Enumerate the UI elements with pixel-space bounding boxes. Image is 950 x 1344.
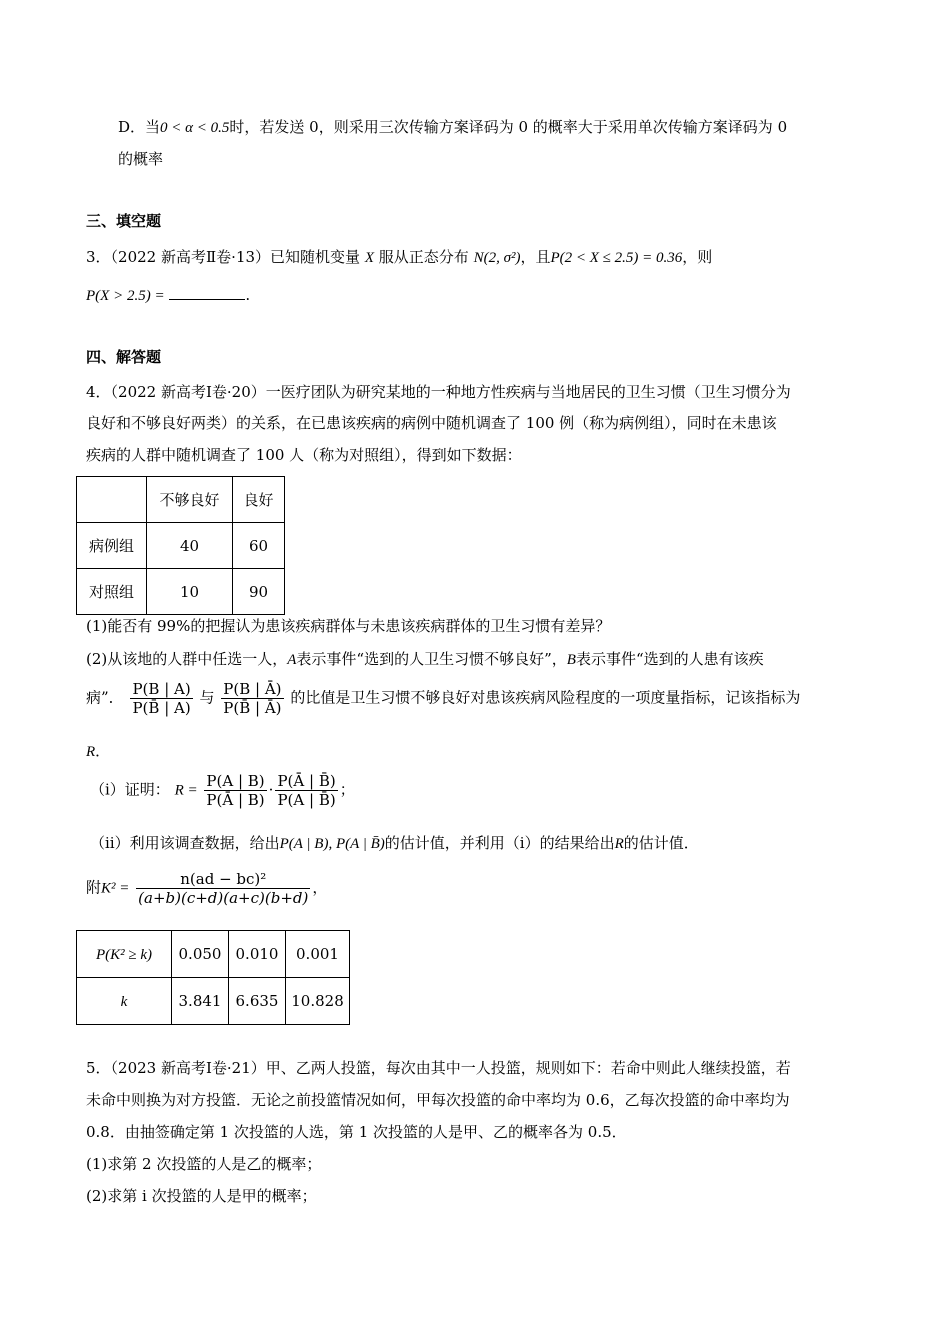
table-row: 对照组 10 90 [77,569,285,615]
fraction-2: $\frac{P(B | Ā)}{P(B̄ | Ā)}$ [223,680,282,717]
q5-line2: 未命中则换为对方投篮．无论之前投篮情况如何，甲每次投篮的命中率均为 0.6，乙每次投篮的命中率均为 [86,1091,790,1109]
table-row: 病例组 40 60 [77,523,285,569]
q5-part2: (2)求第 i 次投篮的人是甲的概率； [86,1187,317,1205]
q4-part1: (1)能否有 99%的把握认为患该疾病群体与未患该疾病群体的卫生习惯有差异？ [86,617,611,635]
q5-line3: 0.8．由抽签确定第 1 次投篮的人选，第 1 次投篮的人是甲、乙的概率各为 0.5． [86,1123,627,1141]
option-d-line1: D．当0 < α < 0.5时，若发送 0，则采用三次传输方案译码为 0 的概率大于采用单次传输方案译码为 0 [118,118,788,136]
q5-line1: 5．（2023 新高考Ⅰ卷·21）甲、乙两人投篮，每次由其中一人投篮，规则如下：若命中则此人继续投篮，若 [86,1059,791,1077]
normal-distribution: N(2, σ²) [473,250,521,266]
table-header-cell: 不够良好 [147,477,233,523]
alpha-condition: 0 < α < 0.5 [160,120,230,136]
option-d-line2: 的概率 [118,150,164,168]
answer-blank[interactable] [169,285,245,300]
q4-part-i: （ⅰ）证明： R = $\frac{P(A | B)}{P(Ā | B)}$ · $\frac{P(Ā | B̄)}{P(A | B̄)}$ ； [90,772,355,809]
q4-part2-line3: R． [86,742,111,760]
formula-fraction: $\frac{\text{n(ad − bc)²}}{(a+b)(c+d)(a+c)(b+d)}$ [138,870,309,907]
table-header-cell: 良好 [233,477,285,523]
q3-line2: P(X > 2.5) = . [86,286,251,304]
critical-value-table: P(K² ≥ k) 0.050 0.010 0.001 k 3.841 6.635 10.828 [76,930,350,1025]
section-heading-fill-in: 三、填空题 [86,212,162,230]
table-row: k 3.841 6.635 10.828 [77,978,350,1025]
q4-line2: 良好和不够良好两类）的关系，在已患该疾病的病例中随机调查了 100 例（称为病例组），同时在未患该 [86,414,777,432]
fraction-3: $\frac{P(A | B)}{P(Ā | B)}$ [206,772,265,809]
q4-line1: 4．（2022 新高考Ⅰ卷·20）一医疗团队为研究某地的一种地方性疾病与当地居民的卫生习惯（卫生习惯分为 [86,383,791,401]
section-heading-solve: 四、解答题 [86,348,162,366]
q5-part1: (1)求第 2 次投篮的人是乙的概率； [86,1155,322,1173]
table-header-cell [77,477,147,523]
q4-part2-line1: (2)从该地的人群中任选一人，A表示事件“选到的人卫生习惯不够良好”，B表示事件“选到的人患有该疾 [86,650,764,668]
fraction-1: $\frac{P(B | A)}{P(B̄ | A)}$ [132,680,191,717]
q3-line1: 3．（2022 新高考Ⅱ卷·13）已知随机变量 X 服从正态分布 N(2, σ²)，且P(2 < X ≤ 2.5) = 0.36，则 [86,248,713,266]
q4-part-ii: （ⅱ）利用该调查数据，给出P(A | B), P(A | B̄)的估计值，并利用（ⅰ）的结果给出R的估计值． [90,834,699,852]
survey-table [76,476,285,615]
fraction-4: $\frac{P(Ā | B̄)}{P(A | B̄)}$ [277,772,336,809]
q4-line3: 疾病的人群中随机调查了 100 人（称为对照组），得到如下数据： [86,446,522,464]
k-squared-formula: 附K² = $\frac{\text{n(ad − bc)²}}{(a+b)(c+d)(a+c)(b+d)}$ ， [86,870,328,907]
q4-part2-line2: 病”． $\frac{P(B | A)}{P(B̄ | A)}$ 与 $\frac{P(B | Ā)}{P(B̄ | Ā)}$ 的比值是卫生习惯不够良好对患该疾病风险程度的一项度量指标，记该指标为 [86,680,801,717]
